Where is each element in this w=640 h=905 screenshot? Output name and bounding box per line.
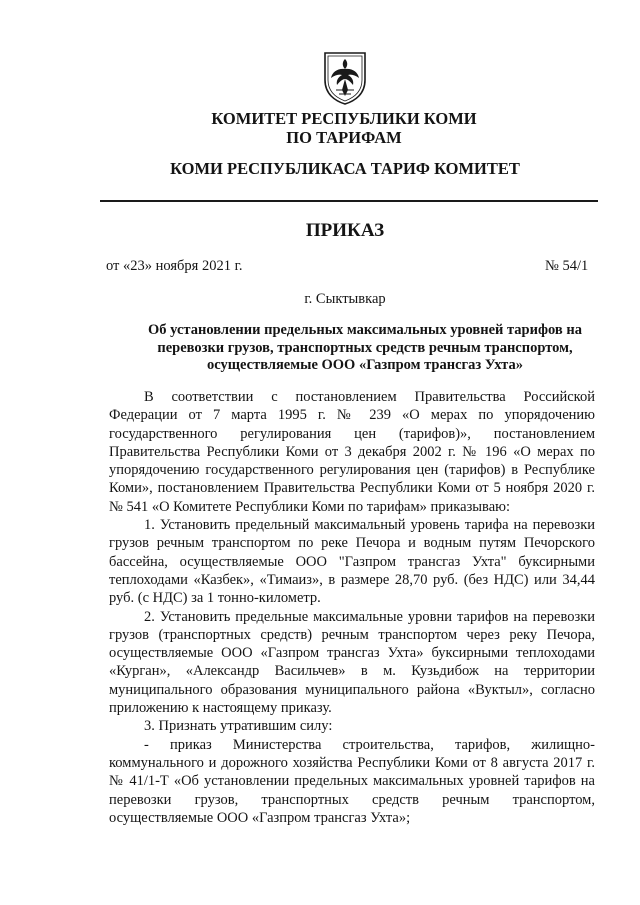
body-line: бассейна, осуществляемые ООО "Газпром трансгаз Ухта" буксирными: [109, 553, 595, 570]
subject-line: перевозки грузов, транспортных средств речным транспортом,: [157, 339, 573, 356]
body-line: грузов (транспортных средств) речным транспортом через реку Печора,: [109, 626, 595, 643]
subject-line: осуществляемые ООО «Газпром трансгаз Ухта»: [207, 357, 523, 373]
body-line: № 41/1-Т «Об установлении предельных максимальных уровней тарифов на: [109, 773, 595, 790]
body-line: В соответствии с постановлением Правительства Российской: [144, 389, 595, 405]
organization-name-komi: КОМИ РЕСПУБЛИКАСА ТАРИФ КОМИТЕТ: [170, 159, 520, 178]
body-line: руб. (с НДС) за 1 тонно-километр.: [109, 590, 321, 607]
organization-name-line-2: ПО ТАРИФАМ: [286, 128, 402, 147]
body-line: перевозки грузов, транспортных средств речным транспортом,: [109, 791, 595, 808]
subject-line: Об установлении предельных максимальных уровней тарифов на: [148, 322, 582, 338]
document-date: от «23» ноября 2021 г.: [106, 258, 243, 274]
body-line: государственного регулирования цен (тарифов)», постановлением: [109, 425, 595, 442]
coat-of-arms-emblem-icon: [322, 50, 368, 106]
organization-name-line-1: КОМИТЕТ РЕСПУБЛИКИ КОМИ: [211, 109, 477, 128]
body-line: Федерации от 7 марта 1995 г. № 239 «О мерах по упорядочению: [109, 407, 595, 424]
body-line: упорядочению государственного регулирования цен (тарифов) в Республике: [109, 462, 595, 479]
body-line: осуществляемые ООО «Газпром трансгаз Ухта» буксирными теплоходами: [109, 645, 595, 662]
body-line: приложению к настоящему приказу.: [109, 700, 332, 717]
body-line: осуществляемые ООО «Газпром трансгаз Ухта»;: [109, 809, 411, 826]
body-line: 2. Установить предельные максимальные уровни тарифов на перевозки: [144, 608, 595, 625]
body-line: теплоходами «Казбек», «Тимаиз», в размере 28,70 руб. (без НДС) или 34,44: [109, 571, 595, 588]
header-divider: [100, 200, 598, 202]
document-title: ПРИКАЗ: [305, 220, 385, 241]
body-line: Правительства Республики Коми от 3 декабря 2002 г. № 196 «О мерах по: [109, 443, 595, 460]
body-line: грузов речным транспортом по реке Печора и водным путям Печорского: [109, 535, 595, 552]
document-subject: [130, 322, 600, 375]
document-city: г. Сыктывкар: [304, 291, 386, 307]
body-line: муниципального образования муниципального района «Вуктыл», согласно: [109, 681, 595, 698]
document-number: № 54/1: [545, 258, 589, 274]
body-line: Коми», постановлением Правительства Республики Коми от 5 ноября 2020 г.: [109, 480, 595, 497]
body-line: 3. Признать утратившим силу:: [144, 718, 333, 735]
body-line: «Курган», «Александр Васильчев» в м. Кузьдибож на территории: [109, 663, 595, 680]
body-line: - приказ Министерства строительства, тарифов, жилищно-: [144, 736, 595, 753]
document-body: [109, 388, 595, 827]
organization-name: [0, 109, 640, 147]
body-line: 1. Установить предельный максимальный уровень тарифа на перевозки: [144, 517, 595, 534]
body-line: № 541 «О Комитете Республики Коми по тарифам» приказываю:: [109, 498, 510, 515]
body-line: коммунального и дорожного хозяйства Республики Коми от 8 августа 2017 г.: [109, 754, 595, 771]
